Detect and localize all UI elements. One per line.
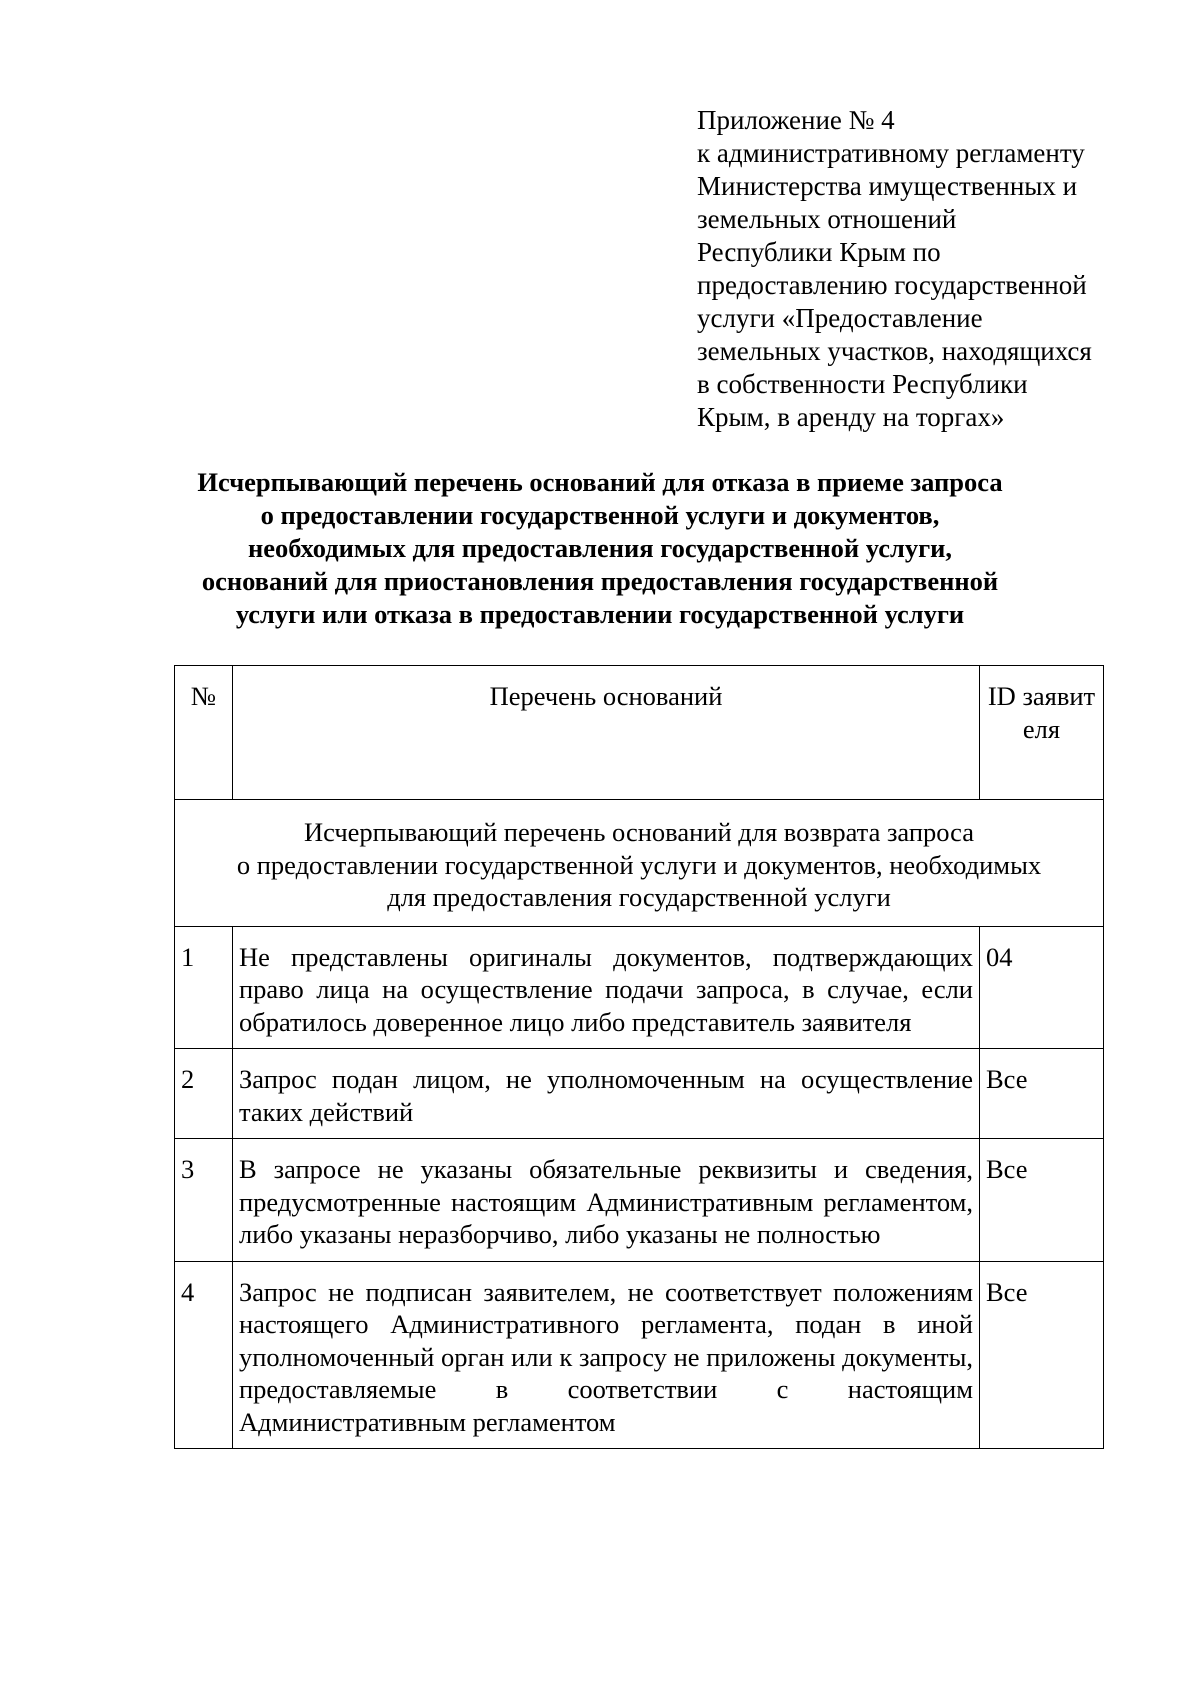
section-row	[175, 800, 1104, 927]
appendix-line: услуги «Предоставление	[697, 303, 983, 333]
row-ground-text: Не представлены оригиналы документов, подтверждающих право лица на осуществление подачи запроса, в случае, если обратилось доверенное лицо либо представитель заявителя	[233, 926, 980, 1049]
title-line: необходимых для предоставления государственной услуги,	[247, 533, 953, 563]
appendix-line: земельных отношений	[697, 204, 957, 234]
row-applicant-id: Все	[980, 1261, 1104, 1449]
document-title	[140, 466, 1060, 631]
appendix-line: Крым, в аренду на торгах»	[697, 402, 1005, 432]
appendix-line: Министерства имущественных и	[697, 171, 1078, 201]
appendix-line: Приложение № 4	[697, 105, 895, 135]
section-line: о предоставлении государственной услуги и документов, необходимых	[236, 849, 1042, 880]
section-line: для предоставления государственной услуги	[387, 882, 891, 912]
table-row	[175, 1139, 1104, 1262]
title-line: услуги или отказа в предоставлении государственной услуги	[235, 599, 965, 629]
appendix-line: Республики Крым по	[697, 237, 941, 267]
row-ground-text: В запросе не указаны обязательные реквизиты и сведения, предусмотренные настоящим Административным регламентом, либо указаны неразборчиво, либо указаны не полностью	[233, 1139, 980, 1262]
row-ground-text: Запрос не подписан заявителем, не соответствует положениям настоящего Административного регламента, подан в иной уполномоченный орган или к запросу не приложены документы, предоставляемые в соответствии с настоящим Административным регламентом	[233, 1261, 980, 1449]
row-ground-text: Запрос подан лицом, не уполномоченным на осуществление таких действий	[233, 1049, 980, 1139]
grounds-table	[174, 665, 1104, 1449]
appendix-line: к административному регламенту	[697, 138, 1085, 168]
row-number: 2	[175, 1049, 233, 1139]
title-line: о предоставлении государственной услуги и документов,	[260, 500, 940, 530]
row-number: 1	[175, 926, 233, 1049]
section-line: Исчерпывающий перечень оснований для возврата запроса	[303, 817, 975, 847]
title-line: Исчерпывающий перечень оснований для отказа в приеме запроса	[197, 467, 1003, 497]
row-applicant-id: Все	[980, 1049, 1104, 1139]
section-heading	[175, 800, 1104, 927]
appendix-line: предоставлению государственной	[697, 270, 1087, 300]
table-header-row	[175, 666, 1104, 800]
header-grounds: Перечень оснований	[233, 666, 980, 800]
header-applicant-id: ID заявителя	[980, 666, 1104, 800]
appendix-line: земельных участков, находящихся	[697, 336, 1092, 366]
row-number: 3	[175, 1139, 233, 1262]
row-applicant-id: 04	[980, 926, 1104, 1049]
table-row	[175, 926, 1104, 1049]
header-number: №	[175, 666, 233, 800]
title-line: оснований для приостановления предоставления государственной	[201, 566, 999, 596]
appendix-block	[697, 104, 1157, 434]
appendix-line: в собственности Республики	[697, 369, 1028, 399]
row-number: 4	[175, 1261, 233, 1449]
table-row	[175, 1049, 1104, 1139]
row-applicant-id: Все	[980, 1139, 1104, 1262]
table-row	[175, 1261, 1104, 1449]
